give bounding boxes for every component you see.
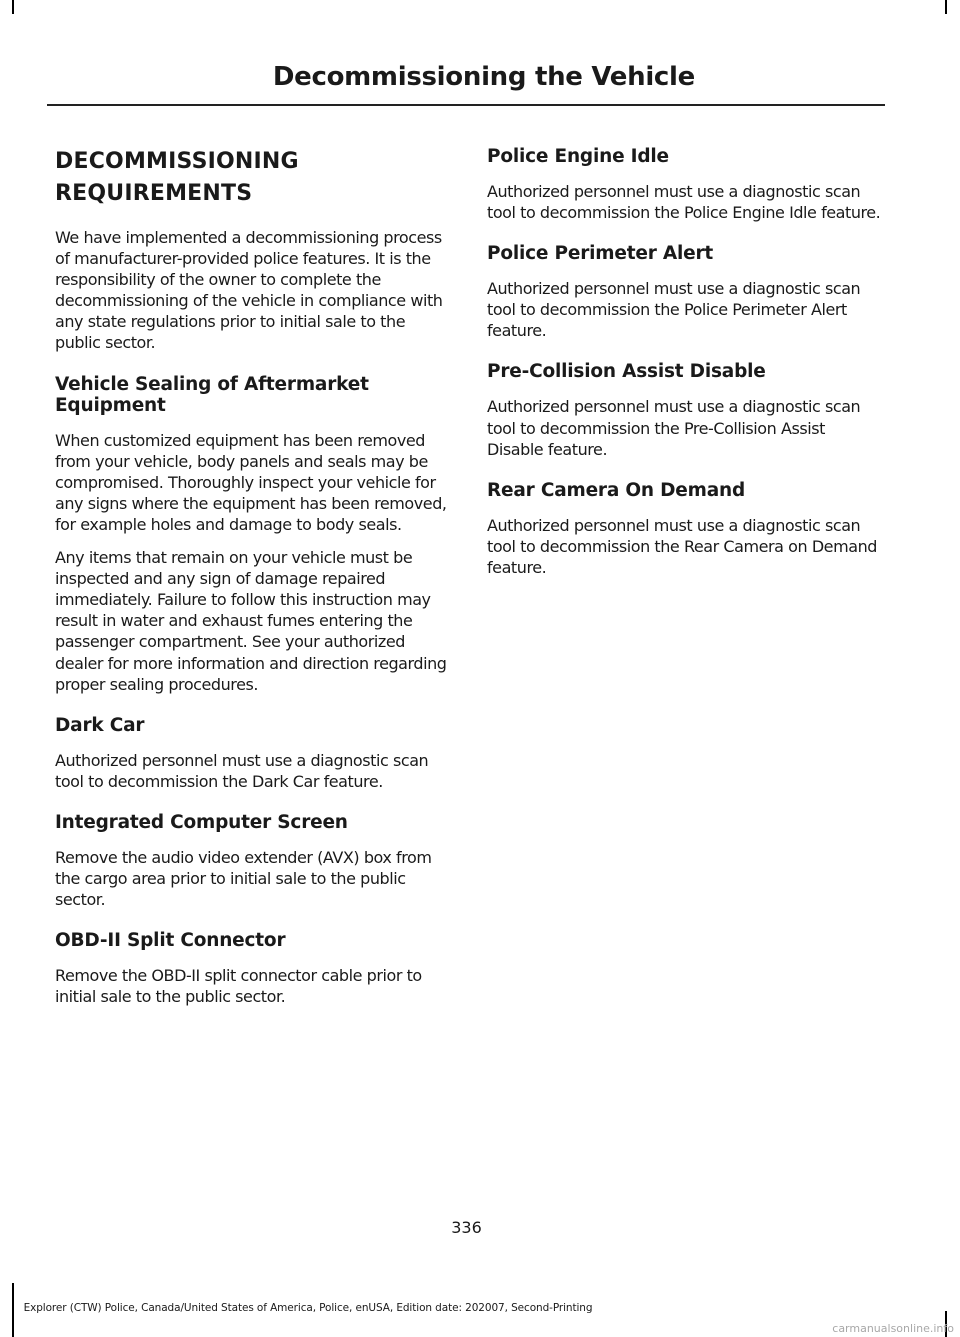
section-obd-split-connector bbox=[55, 930, 450, 1007]
section-heading: Rear Camera On Demand bbox=[487, 479, 745, 501]
footer-edition-info: Explorer (CTW) Police, Canada/United States of America, Police, enUSA, Edition date: 202007, Second-Printing bbox=[23, 1302, 593, 1314]
main-title-line2: REQUIREMENTS bbox=[55, 181, 253, 206]
section-rear-camera-on-demand bbox=[487, 480, 882, 578]
crop-mark-top-left bbox=[12, 0, 14, 14]
page-header-title: Decommissioning the Vehicle bbox=[272, 62, 695, 92]
main-title-line1: DECOMMISSIONING bbox=[55, 149, 299, 174]
section-heading: Pre-Collision Assist Disable bbox=[487, 361, 766, 383]
section-vehicle-sealing bbox=[55, 374, 450, 695]
section-heading: Police Perimeter Alert bbox=[487, 243, 714, 265]
section-heading: Dark Car bbox=[55, 714, 145, 736]
right-column bbox=[487, 146, 882, 598]
intro-paragraph: We have implemented a decommissioning process of manufacturer-provided police features. It is the responsibility of the owner to complete the decommissioning of the vehicle in compliance with any state regulations prior to initial sale to the public sector. bbox=[55, 228, 443, 353]
watermark: carmanualsonline.info bbox=[832, 1322, 954, 1335]
page-number: 336 bbox=[451, 1218, 482, 1237]
section-paragraph: Authorized personnel must use a diagnostic scan tool to decommission the Police Perimeter Alert feature. bbox=[487, 279, 861, 341]
section-paragraph: Remove the OBD-II split connector cable prior to initial sale to the public sector. bbox=[55, 966, 422, 1007]
section-paragraph: Authorized personnel must use a diagnostic scan tool to decommission the Rear Camera on Demand feature. bbox=[487, 515, 877, 577]
section-paragraph: Authorized personnel must use a diagnostic scan tool to decommission the Pre-Collision Assist Disable feature. bbox=[487, 397, 861, 459]
section-heading: Vehicle Sealing of Aftermarket Equipment bbox=[55, 373, 369, 416]
section-paragraph: Remove the audio video extender (AVX) box from the cargo area prior to initial sale to the public sector. bbox=[55, 847, 432, 910]
section-heading: Police Engine Idle bbox=[487, 146, 669, 167]
section-pre-collision-assist-disable bbox=[487, 361, 882, 459]
section-dark-car bbox=[55, 715, 450, 792]
section-police-engine-idle bbox=[487, 146, 882, 223]
section-paragraph: Any items that remain on your vehicle must be inspected and any sign of damage repaired immediately. Failure to follow this instruction may result in water and exhaust fumes entering the passenger compartment. See your authorized dealer for more information and direction regarding proper sealing procedures. bbox=[55, 548, 447, 694]
section-paragraph: When customized equipment has been removed from your vehicle, body panels and seals may be compromised. Thoroughly inspect your vehicle for any signs where the equipment has been removed, for example holes and damage to body seals. bbox=[55, 430, 447, 534]
left-column bbox=[55, 146, 450, 1027]
section-paragraph: Authorized personnel must use a diagnostic scan tool to decommission the Dark Car feature. bbox=[55, 750, 429, 791]
section-heading: OBD-II Split Connector bbox=[55, 930, 286, 952]
header-divider bbox=[47, 104, 885, 106]
section-police-perimeter-alert bbox=[487, 243, 882, 341]
section-paragraph: Authorized personnel must use a diagnostic scan tool to decommission the Police Engine Idle feature. bbox=[487, 182, 881, 223]
section-integrated-computer-screen bbox=[55, 812, 450, 910]
section-heading: Integrated Computer Screen bbox=[55, 811, 348, 833]
section-main-title bbox=[55, 146, 450, 210]
crop-mark-top-right bbox=[945, 0, 947, 14]
